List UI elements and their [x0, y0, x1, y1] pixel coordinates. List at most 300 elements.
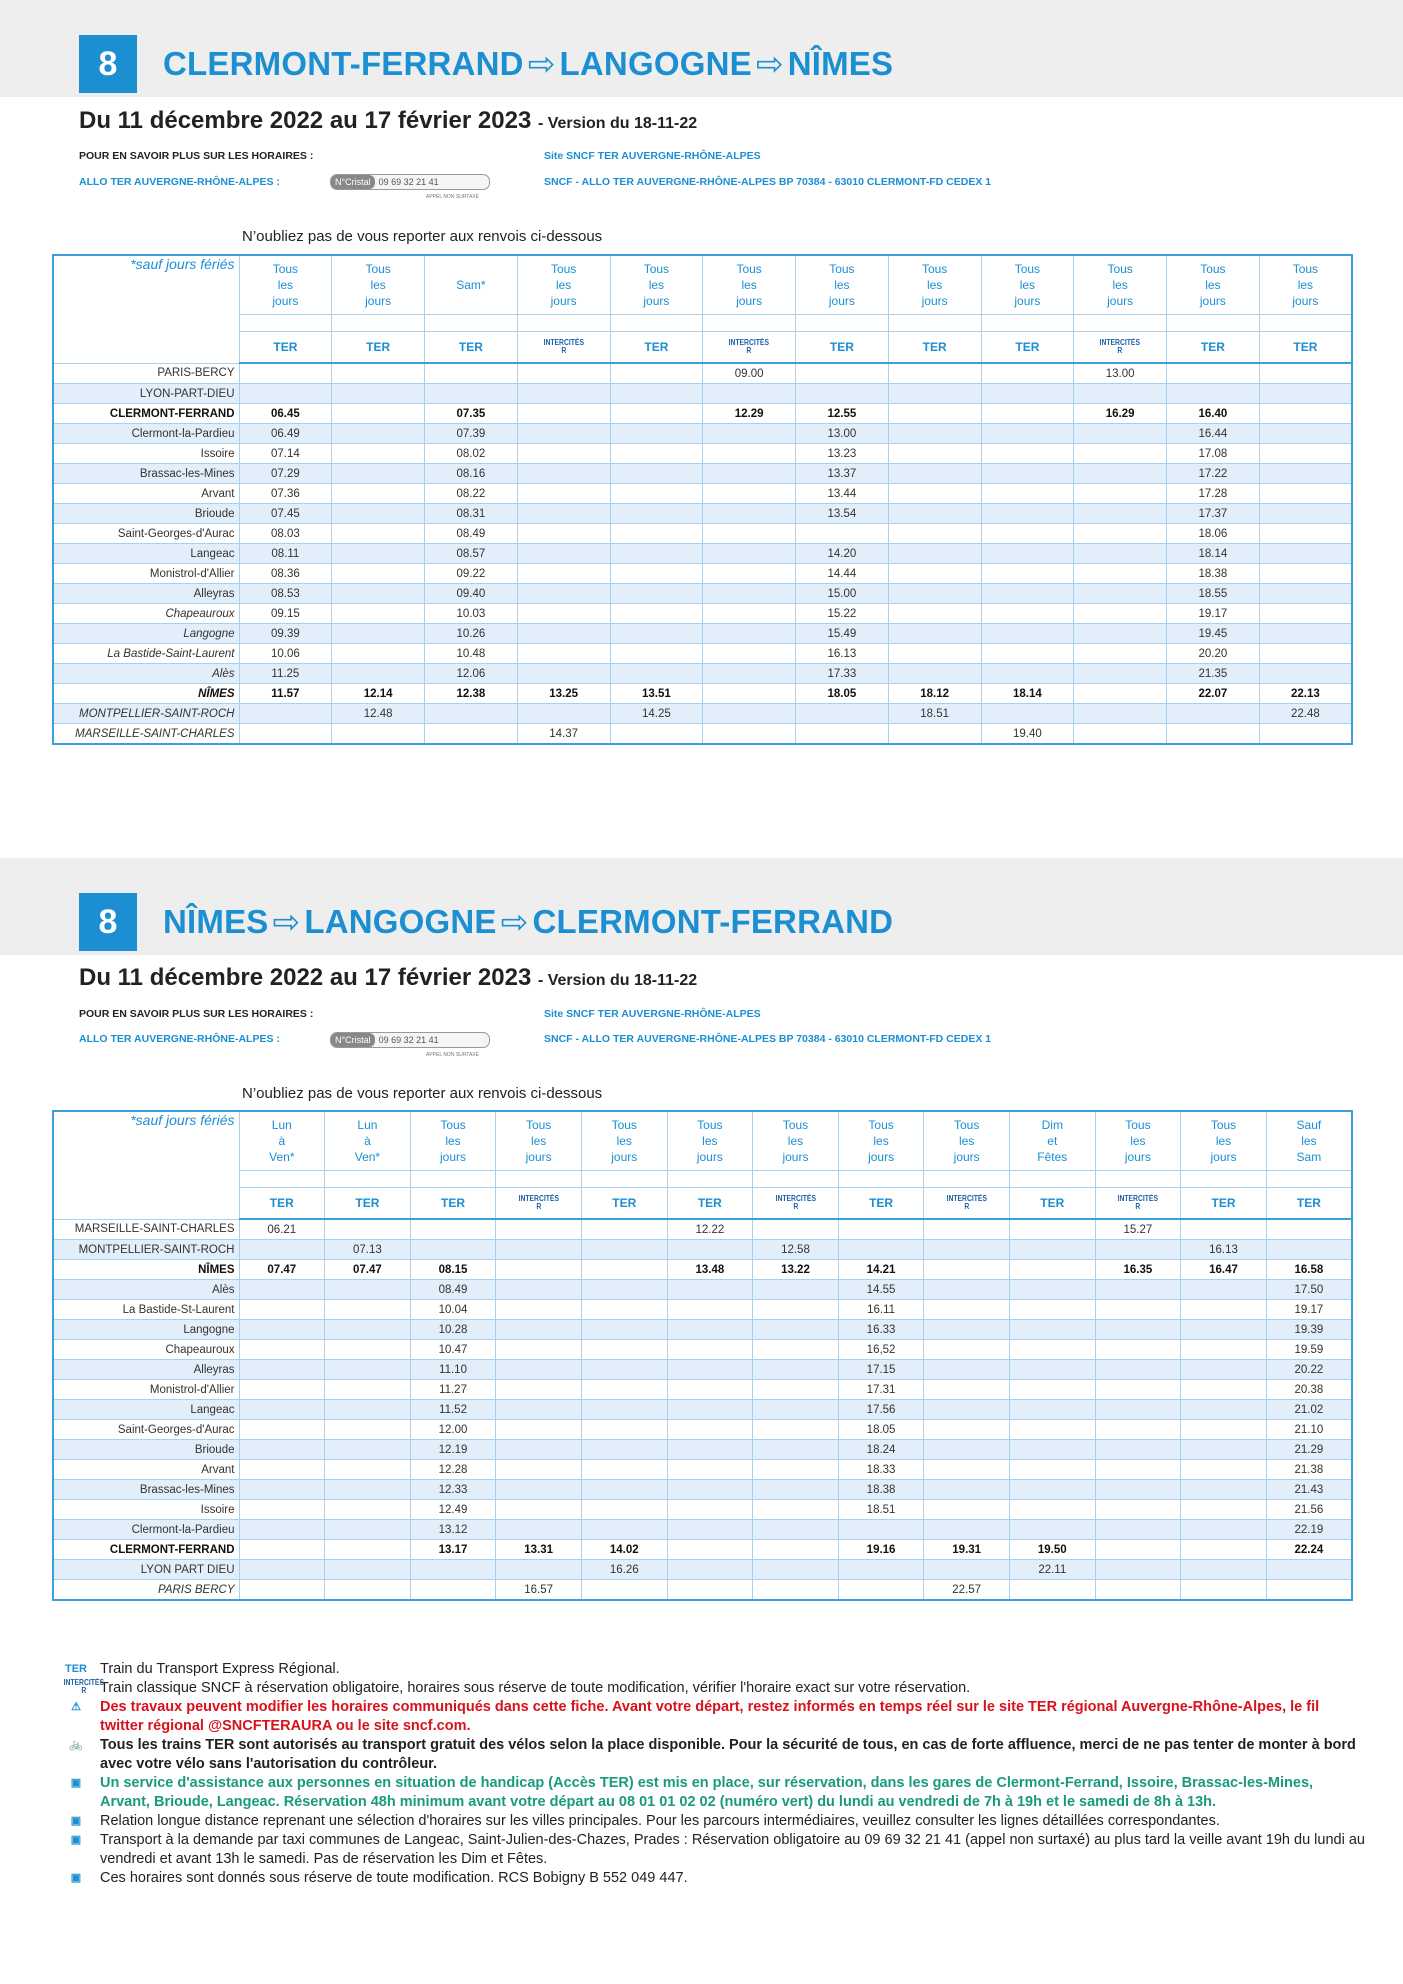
departure-time — [888, 644, 981, 664]
timetable-row — [53, 444, 1352, 464]
departure-time — [410, 1219, 496, 1240]
departure-time — [1181, 1340, 1267, 1360]
train-type-ter: TER — [425, 332, 518, 364]
departure-time — [924, 1520, 1010, 1540]
reminder-note: N’oubliez pas de vous reporter aux renvois ci-dessous — [242, 228, 603, 245]
departure-time — [753, 1440, 839, 1460]
timetable-row — [53, 564, 1352, 584]
departure-time — [332, 384, 425, 404]
departure-time — [1074, 424, 1167, 444]
operating-days: Tous les jours — [667, 1111, 753, 1171]
departure-time: 21.38 — [1266, 1460, 1352, 1480]
departure-time: 08.02 — [425, 444, 518, 464]
departure-time: 07.29 — [239, 464, 332, 484]
train-type-ter: TER — [838, 1188, 924, 1220]
departure-time — [325, 1560, 411, 1580]
timetable-row — [53, 1420, 1352, 1440]
station-name: Chapeauroux — [53, 604, 239, 624]
departure-time — [1167, 363, 1260, 384]
departure-time: 20.38 — [1266, 1380, 1352, 1400]
departure-time: 07.39 — [425, 424, 518, 444]
departure-time — [332, 363, 425, 384]
departure-time — [332, 724, 425, 745]
departure-time — [1095, 1440, 1181, 1460]
departure-time — [239, 1340, 325, 1360]
departure-time: 16.47 — [1181, 1260, 1267, 1280]
departure-time: 19.39 — [1266, 1320, 1352, 1340]
operating-days: Tous les jours — [610, 255, 703, 315]
departure-time: 18.33 — [838, 1460, 924, 1480]
departure-time: 17.56 — [838, 1400, 924, 1420]
departure-time: 22.13 — [1259, 684, 1352, 704]
legend-text: Train du Transport Express Régional. — [100, 1661, 340, 1677]
departure-time: 17.08 — [1167, 444, 1260, 464]
departure-time — [981, 624, 1074, 644]
station-name: Saint-Georges-d'Aurac — [53, 524, 239, 544]
departure-time — [1095, 1400, 1181, 1420]
departure-time: 08.36 — [239, 564, 332, 584]
departure-time: 07.35 — [425, 404, 518, 424]
departure-time — [1009, 1480, 1095, 1500]
operating-days: Sam* — [425, 255, 518, 315]
timetable-row — [53, 584, 1352, 604]
departure-time — [239, 724, 332, 745]
departure-time: 10.04 — [410, 1300, 496, 1320]
departure-time — [239, 704, 332, 724]
departure-time — [1095, 1540, 1181, 1560]
station-name: Monistrol-d'Allier — [53, 564, 239, 584]
departure-time — [1181, 1580, 1267, 1601]
station-name: Monistrol-d'Allier — [53, 1380, 239, 1400]
departure-time: 21.29 — [1266, 1440, 1352, 1460]
timetable-row — [53, 484, 1352, 504]
train-type-ter: TER — [1009, 1188, 1095, 1220]
departure-time — [1009, 1580, 1095, 1601]
departure-time — [667, 1320, 753, 1340]
operating-days: Tous les jours — [239, 255, 332, 315]
departure-time — [667, 1240, 753, 1260]
station-name: CLERMONT-FERRAND — [53, 404, 239, 424]
departure-time — [1095, 1420, 1181, 1440]
train-type-ter: TER — [581, 1188, 667, 1220]
departure-time — [1095, 1480, 1181, 1500]
legend-item — [60, 1660, 1365, 1679]
timetable-row — [53, 1260, 1352, 1280]
departure-time: 19.40 — [981, 724, 1074, 745]
departure-time: 21.43 — [1266, 1480, 1352, 1500]
departure-time — [332, 424, 425, 444]
departure-time — [1259, 584, 1352, 604]
departure-time — [1009, 1380, 1095, 1400]
timetable-row — [53, 424, 1352, 444]
departure-time — [581, 1360, 667, 1380]
departure-time — [981, 404, 1074, 424]
sncf-site-link[interactable]: Site SNCF TER AUVERGNE-RHÔNE-ALPES — [544, 150, 761, 162]
departure-time — [888, 504, 981, 524]
departure-time — [425, 384, 518, 404]
station-name: Langogne — [53, 1320, 239, 1340]
departure-time — [1259, 644, 1352, 664]
departure-time — [239, 1520, 325, 1540]
departure-time: 12.38 — [425, 684, 518, 704]
departure-time — [1259, 404, 1352, 424]
departure-time — [753, 1400, 839, 1420]
timetable-row — [53, 1540, 1352, 1560]
departure-time — [1181, 1560, 1267, 1580]
departure-time — [924, 1400, 1010, 1420]
departure-time — [1095, 1460, 1181, 1480]
departure-time — [517, 624, 610, 644]
departure-time: 17.37 — [1167, 504, 1260, 524]
departure-time — [1181, 1480, 1267, 1500]
operating-days: Tous les jours — [496, 1111, 582, 1171]
departure-time — [239, 1300, 325, 1320]
departure-time — [703, 624, 796, 644]
departure-time: 16.44 — [1167, 424, 1260, 444]
train-type-ter: TER — [888, 332, 981, 364]
departure-time — [838, 1580, 924, 1601]
departure-time: 20.22 — [1266, 1360, 1352, 1380]
note-cell — [888, 315, 981, 332]
departure-time — [610, 384, 703, 404]
departure-time: 16.11 — [838, 1300, 924, 1320]
departure-time — [1009, 1460, 1095, 1480]
departure-time — [1074, 384, 1167, 404]
departure-time — [325, 1500, 411, 1520]
timetable-row — [53, 1480, 1352, 1500]
train-type-intercites — [517, 332, 610, 364]
sncf-site-link[interactable]: Site SNCF TER AUVERGNE-RHÔNE-ALPES — [544, 1008, 761, 1020]
departure-time — [610, 544, 703, 564]
departure-time — [667, 1460, 753, 1480]
train-type-intercites — [496, 1188, 582, 1220]
departure-time: 09.22 — [425, 564, 518, 584]
departure-time — [1009, 1340, 1095, 1360]
note-cell — [410, 1171, 496, 1188]
departure-time: 21.10 — [1266, 1420, 1352, 1440]
departure-time — [239, 1420, 325, 1440]
intercites-icon: INTERCITÉS R — [518, 1193, 559, 1211]
legend-text: Tous les trains TER sont autorisés au transport gratuit des vélos selon la place disponible. Pour la sécurité de tous, en cas de forte affluence, merci de ne pas tenter de monter à bord avec votre vélo sans l'autorisation du contrôleur. — [100, 1737, 1356, 1772]
departure-time: 14.37 — [517, 724, 610, 745]
departure-time — [610, 644, 703, 664]
departure-time — [610, 363, 703, 384]
legend-text: Transport à la demande par taxi communes de Langeac, Saint-Julien-des-Chazes, Prades : Réservation obligatoire au 09 69 32 21 41 (appel non surtaxé) au plus tard la veille avant 19h du lundi au vendredi et avant 13h le samedi. Pas de réservation les Dim et Fêtes. — [100, 1832, 1365, 1867]
departure-time — [888, 584, 981, 604]
timetable-row — [53, 1400, 1352, 1420]
departure-time — [796, 704, 889, 724]
departure-time — [332, 544, 425, 564]
departure-time — [1009, 1420, 1095, 1440]
station-name: MONTPELLIER-SAINT-ROCH — [53, 704, 239, 724]
departure-time — [981, 544, 1074, 564]
version-label: - Version du 18-11-22 — [537, 115, 698, 132]
departure-time: 13.48 — [667, 1260, 753, 1280]
departure-time: 12.06 — [425, 664, 518, 684]
departure-time — [796, 384, 889, 404]
departure-time — [753, 1460, 839, 1480]
departure-time — [667, 1340, 753, 1360]
timetable-row — [53, 1560, 1352, 1580]
departure-time: 12.33 — [410, 1480, 496, 1500]
departure-time — [517, 404, 610, 424]
departure-time — [753, 1540, 839, 1560]
station-name: Arvant — [53, 484, 239, 504]
warning-icon: ⚠ — [71, 1701, 81, 1713]
departure-time — [1074, 684, 1167, 704]
timetable-row — [53, 1320, 1352, 1340]
departure-time — [888, 363, 981, 384]
departure-time — [239, 1440, 325, 1460]
allo-ter-label: ALLO TER AUVERGNE-RHÔNE-ALPES : — [79, 1033, 280, 1045]
departure-time: 09.00 — [703, 363, 796, 384]
departure-time — [581, 1340, 667, 1360]
departure-time — [332, 564, 425, 584]
departure-time — [239, 1480, 325, 1500]
departure-time — [838, 1560, 924, 1580]
departure-time — [1095, 1280, 1181, 1300]
departure-time — [410, 1560, 496, 1580]
departure-time: 14.25 — [610, 704, 703, 724]
departure-time — [610, 484, 703, 504]
arrow-right-icon: ⇨ — [500, 903, 529, 940]
departure-time: 08.53 — [239, 584, 332, 604]
departure-time — [924, 1420, 1010, 1440]
departure-time — [517, 444, 610, 464]
departure-time: 13.17 — [410, 1540, 496, 1560]
departure-time — [610, 444, 703, 464]
departure-time — [703, 604, 796, 624]
departure-time: 11.52 — [410, 1400, 496, 1420]
departure-time — [517, 524, 610, 544]
departure-time: 12.28 — [410, 1460, 496, 1480]
departure-time: 18.05 — [838, 1420, 924, 1440]
station-name: Clermont-la-Pardieu — [53, 424, 239, 444]
departure-time — [667, 1560, 753, 1580]
departure-time: 22.07 — [1167, 684, 1260, 704]
route-title: NÎMES ⇨ LANGOGNE ⇨ CLERMONT-FERRAND — [163, 903, 894, 940]
departure-time — [753, 1280, 839, 1300]
timetable-row — [53, 464, 1352, 484]
departure-time: 08.03 — [239, 524, 332, 544]
departure-time — [1259, 424, 1352, 444]
timetable-row — [53, 704, 1352, 724]
train-type-ter: TER — [239, 1188, 325, 1220]
departure-time — [325, 1540, 411, 1560]
departure-time: 13.00 — [796, 424, 889, 444]
departure-time — [888, 544, 981, 564]
departure-time — [753, 1380, 839, 1400]
departure-time — [1074, 464, 1167, 484]
timetable-row — [53, 624, 1352, 644]
departure-time — [753, 1219, 839, 1240]
note-marker-icon: ▣ — [70, 1815, 82, 1827]
timetable-row — [53, 1440, 1352, 1460]
note-cell — [239, 1171, 325, 1188]
departure-time — [517, 504, 610, 524]
departure-time — [1259, 724, 1352, 745]
station-name: MARSEILLE-SAINT-CHARLES — [53, 724, 239, 745]
departure-time — [325, 1440, 411, 1460]
departure-time — [1259, 384, 1352, 404]
departure-time — [517, 544, 610, 564]
departure-time — [332, 504, 425, 524]
train-type-intercites — [1095, 1188, 1181, 1220]
departure-time — [888, 564, 981, 584]
departure-time — [1259, 363, 1352, 384]
note-cell — [1181, 1171, 1267, 1188]
departure-time — [332, 604, 425, 624]
timetable-row — [53, 1280, 1352, 1300]
timetable-row — [53, 1219, 1352, 1240]
intercites-icon-wrap — [60, 1678, 104, 1700]
departure-time — [496, 1440, 582, 1460]
departure-time — [753, 1300, 839, 1320]
departure-time — [1259, 484, 1352, 504]
departure-time: 07.45 — [239, 504, 332, 524]
departure-time — [1167, 384, 1260, 404]
departure-time — [517, 704, 610, 724]
departure-time: 12.48 — [332, 704, 425, 724]
departure-time — [981, 464, 1074, 484]
departure-time — [496, 1520, 582, 1540]
departure-time: 08.31 — [425, 504, 518, 524]
departure-time: 10.28 — [410, 1320, 496, 1340]
arrow-right-icon: ⇨ — [272, 903, 301, 940]
legend-item — [60, 1679, 1365, 1698]
legend-item — [60, 1736, 1365, 1774]
departure-time — [581, 1480, 667, 1500]
departure-time — [332, 404, 425, 424]
departure-time — [610, 584, 703, 604]
departure-time — [703, 704, 796, 724]
departure-time: 17.50 — [1266, 1280, 1352, 1300]
departure-time — [1009, 1400, 1095, 1420]
departure-time — [1095, 1300, 1181, 1320]
departure-time — [581, 1420, 667, 1440]
departure-time — [325, 1380, 411, 1400]
ter-icon: TER — [65, 1663, 87, 1675]
station-name: Langogne — [53, 624, 239, 644]
train-type-ter: TER — [1266, 1188, 1352, 1220]
departure-time: 12.00 — [410, 1420, 496, 1440]
station-name: Issoire — [53, 1500, 239, 1520]
timetable-row — [53, 544, 1352, 564]
timetable-row — [53, 1360, 1352, 1380]
legend-text: Relation longue distance reprenant une sélection d'horaires sur les villes principales. Pour les parcours intermédiaires, veuillez consulter les lignes détaillées correspondantes. — [100, 1813, 1220, 1829]
departure-time — [838, 1520, 924, 1540]
departure-time — [753, 1360, 839, 1380]
departure-time — [981, 424, 1074, 444]
departure-time — [332, 444, 425, 464]
departure-time — [667, 1540, 753, 1560]
departure-time — [753, 1480, 839, 1500]
departure-time — [1181, 1360, 1267, 1380]
departure-time — [332, 464, 425, 484]
departure-time — [703, 424, 796, 444]
departure-time — [610, 404, 703, 424]
departure-time — [325, 1400, 411, 1420]
operating-days: Tous les jours — [838, 1111, 924, 1171]
intercites-icon: INTERCITÉS R — [728, 337, 770, 355]
departure-time: 21.35 — [1167, 664, 1260, 684]
departure-time — [1259, 624, 1352, 644]
station-name: Chapeauroux — [53, 1340, 239, 1360]
departure-time — [981, 584, 1074, 604]
departure-time — [517, 584, 610, 604]
departure-time — [1074, 724, 1167, 745]
departure-time — [239, 1580, 325, 1601]
departure-time — [1074, 524, 1167, 544]
timetable-outbound — [52, 254, 1353, 745]
station-name: PARIS BERCY — [53, 1580, 239, 1601]
departure-time — [1259, 444, 1352, 464]
note-cell — [496, 1171, 582, 1188]
departure-time: 14.21 — [838, 1260, 924, 1280]
departure-time — [1009, 1360, 1095, 1380]
timetable-row — [53, 1340, 1352, 1360]
departure-time — [1009, 1320, 1095, 1340]
departure-time — [325, 1280, 411, 1300]
departure-time — [239, 1400, 325, 1420]
departure-time — [517, 644, 610, 664]
departure-time — [667, 1440, 753, 1460]
departure-time — [1009, 1240, 1095, 1260]
departure-time: 07.14 — [239, 444, 332, 464]
note-cell — [981, 315, 1074, 332]
operating-days: Tous les jours — [981, 255, 1074, 315]
legend-item — [60, 1831, 1365, 1869]
operating-days: Dim et Fêtes — [1009, 1111, 1095, 1171]
departure-time — [1181, 1380, 1267, 1400]
departure-time — [425, 363, 518, 384]
line-number-badge: 8 — [79, 35, 137, 93]
departure-time — [1074, 544, 1167, 564]
departure-time — [703, 684, 796, 704]
note-cell — [325, 1171, 411, 1188]
note-marker-icon: ▣ — [70, 1834, 82, 1846]
operating-days: Tous les jours — [924, 1111, 1010, 1171]
line-number-badge: 8 — [79, 893, 137, 951]
departure-time: 14.44 — [796, 564, 889, 584]
departure-time: 18.12 — [888, 684, 981, 704]
train-type-intercites — [703, 332, 796, 364]
route-title: CLERMONT-FERRAND ⇨ LANGOGNE ⇨ NÎMES — [163, 45, 894, 82]
intercites-icon: INTERCITÉS R — [543, 337, 584, 355]
timetable-row — [53, 664, 1352, 684]
departure-time: 22.19 — [1266, 1520, 1352, 1540]
departure-time: 21.56 — [1266, 1500, 1352, 1520]
cristal-phone: N°Cristal 09 69 32 21 41 APPEL NON SURTAXÉ — [330, 174, 490, 190]
departure-time: 18.38 — [838, 1480, 924, 1500]
departure-time: 08.49 — [410, 1280, 496, 1300]
note-marker-icon: ▣ — [70, 1777, 82, 1789]
departure-time: 07.47 — [239, 1260, 325, 1280]
timetable-row — [53, 1300, 1352, 1320]
train-type-ter: TER — [1181, 1188, 1267, 1220]
train-type-ter: TER — [332, 332, 425, 364]
departure-time: 13.54 — [796, 504, 889, 524]
departure-time — [1167, 724, 1260, 745]
validity-period: Du 11 décembre 2022 au 17 février 2023 - Version du 18-11-22 — [79, 964, 698, 991]
legend-text: Train classique SNCF à réservation obligatoire, horaires sous réserve de toute modification, vérifier l'horaire exact sur votre réservation. — [100, 1680, 971, 1696]
departure-time — [838, 1219, 924, 1240]
legend-text: Des travaux peuvent modifier les horaires communiqués dans cette fiche. Avant votre départ, restez informés en temps réel sur le site TER régional Auvergne-Rhône-Alpes, le fil twitter régional @SNCFTERAURA ou le site sncf.com. — [100, 1699, 1320, 1734]
departure-time — [924, 1560, 1010, 1580]
departure-time — [981, 604, 1074, 624]
timetable-row — [53, 1580, 1352, 1601]
operating-days: Tous les jours — [1167, 255, 1260, 315]
